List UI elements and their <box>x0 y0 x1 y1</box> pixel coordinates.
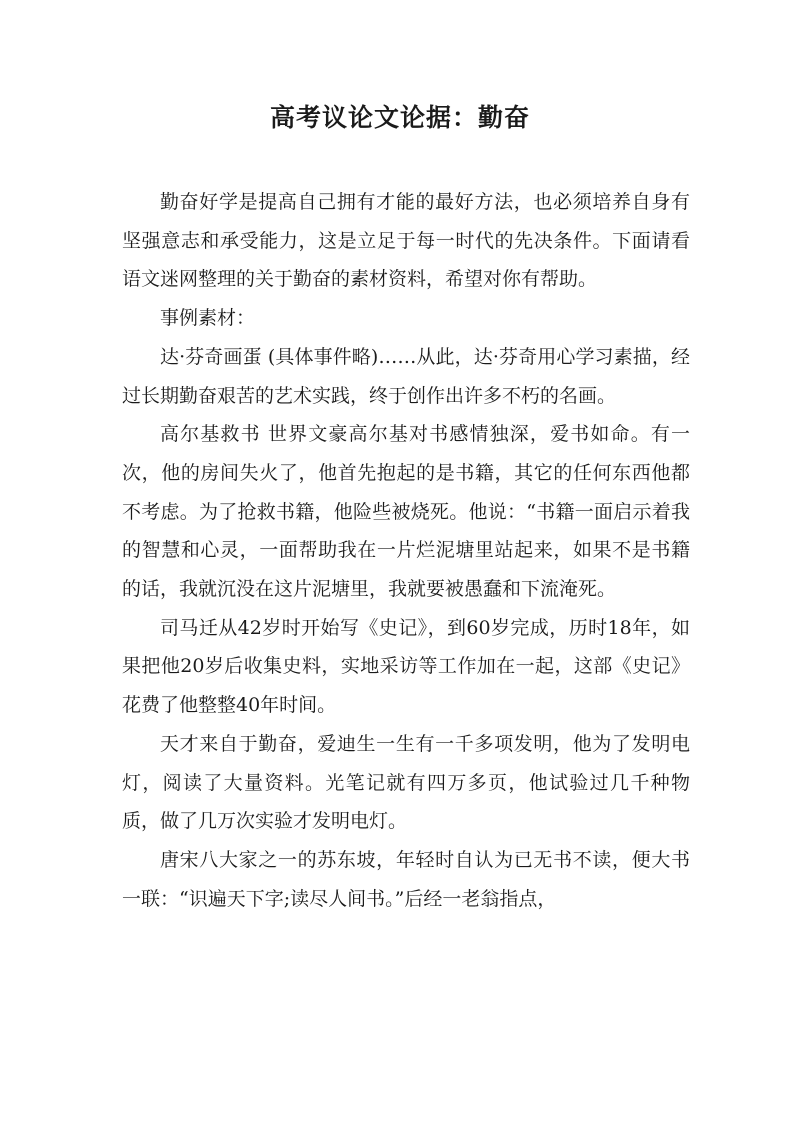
paragraph-da-vinci: 达·芬奇画蛋 (具体事件略)……从此，达·芬奇用心学习素描，经过长期勤奋艰苦的艺术实践，终于创作出许多不朽的名画。 <box>122 345 690 407</box>
paragraph-su-dongpo: 唐宋八大家之一的苏东坡，年轻时自认为已无书不读，便大书一联：“识遍天下字;读尽人间书。”后经一老翁指点， <box>122 848 690 910</box>
document-body <box>122 183 690 918</box>
document-title: 高考议论文论据：勤奋 <box>269 103 530 132</box>
paragraph-intro: 勤奋好学是提高自己拥有才能的最好方法，也必须培养自身有坚强意志和承受能力，这是立足于每一时代的先决条件。下面请看语文迷网整理的关于勤奋的素材资料，希望对你有帮助。 <box>122 191 690 291</box>
paragraph-edison: 天才来自于勤奋，爱迪生一生有一千多项发明，他为了发明电灯，阅读了大量资料。光笔记就有四万多页，他试验过几千种物质，做了几万次实验才发明电灯。 <box>122 732 690 833</box>
paragraph-gorky: 高尔基救书 世界文豪高尔基对书感情独深，爱书如命。有一次，他的房间失火了，他首先抱起的是书籍，其它的任何东西他都不考虑。为了抢救书籍，他险些被烧死。他说：“书籍一面启示着我的智慧和心灵，一面帮助我在一片烂泥塘里站起来，如果不是书籍的话，我就沉没在这片泥塘里，我就要被愚蠢和下流淹死。 <box>122 423 690 601</box>
paragraph-sima-qian: 司马迁从42岁时开始写《史记》，到60岁完成，历时18年，如果把他20岁后收集史料，实地采访等工作加在一起，这部《史记》花费了他整整40年时间。 <box>122 616 690 717</box>
paragraph-examples-heading: 事例素材： <box>160 307 256 330</box>
